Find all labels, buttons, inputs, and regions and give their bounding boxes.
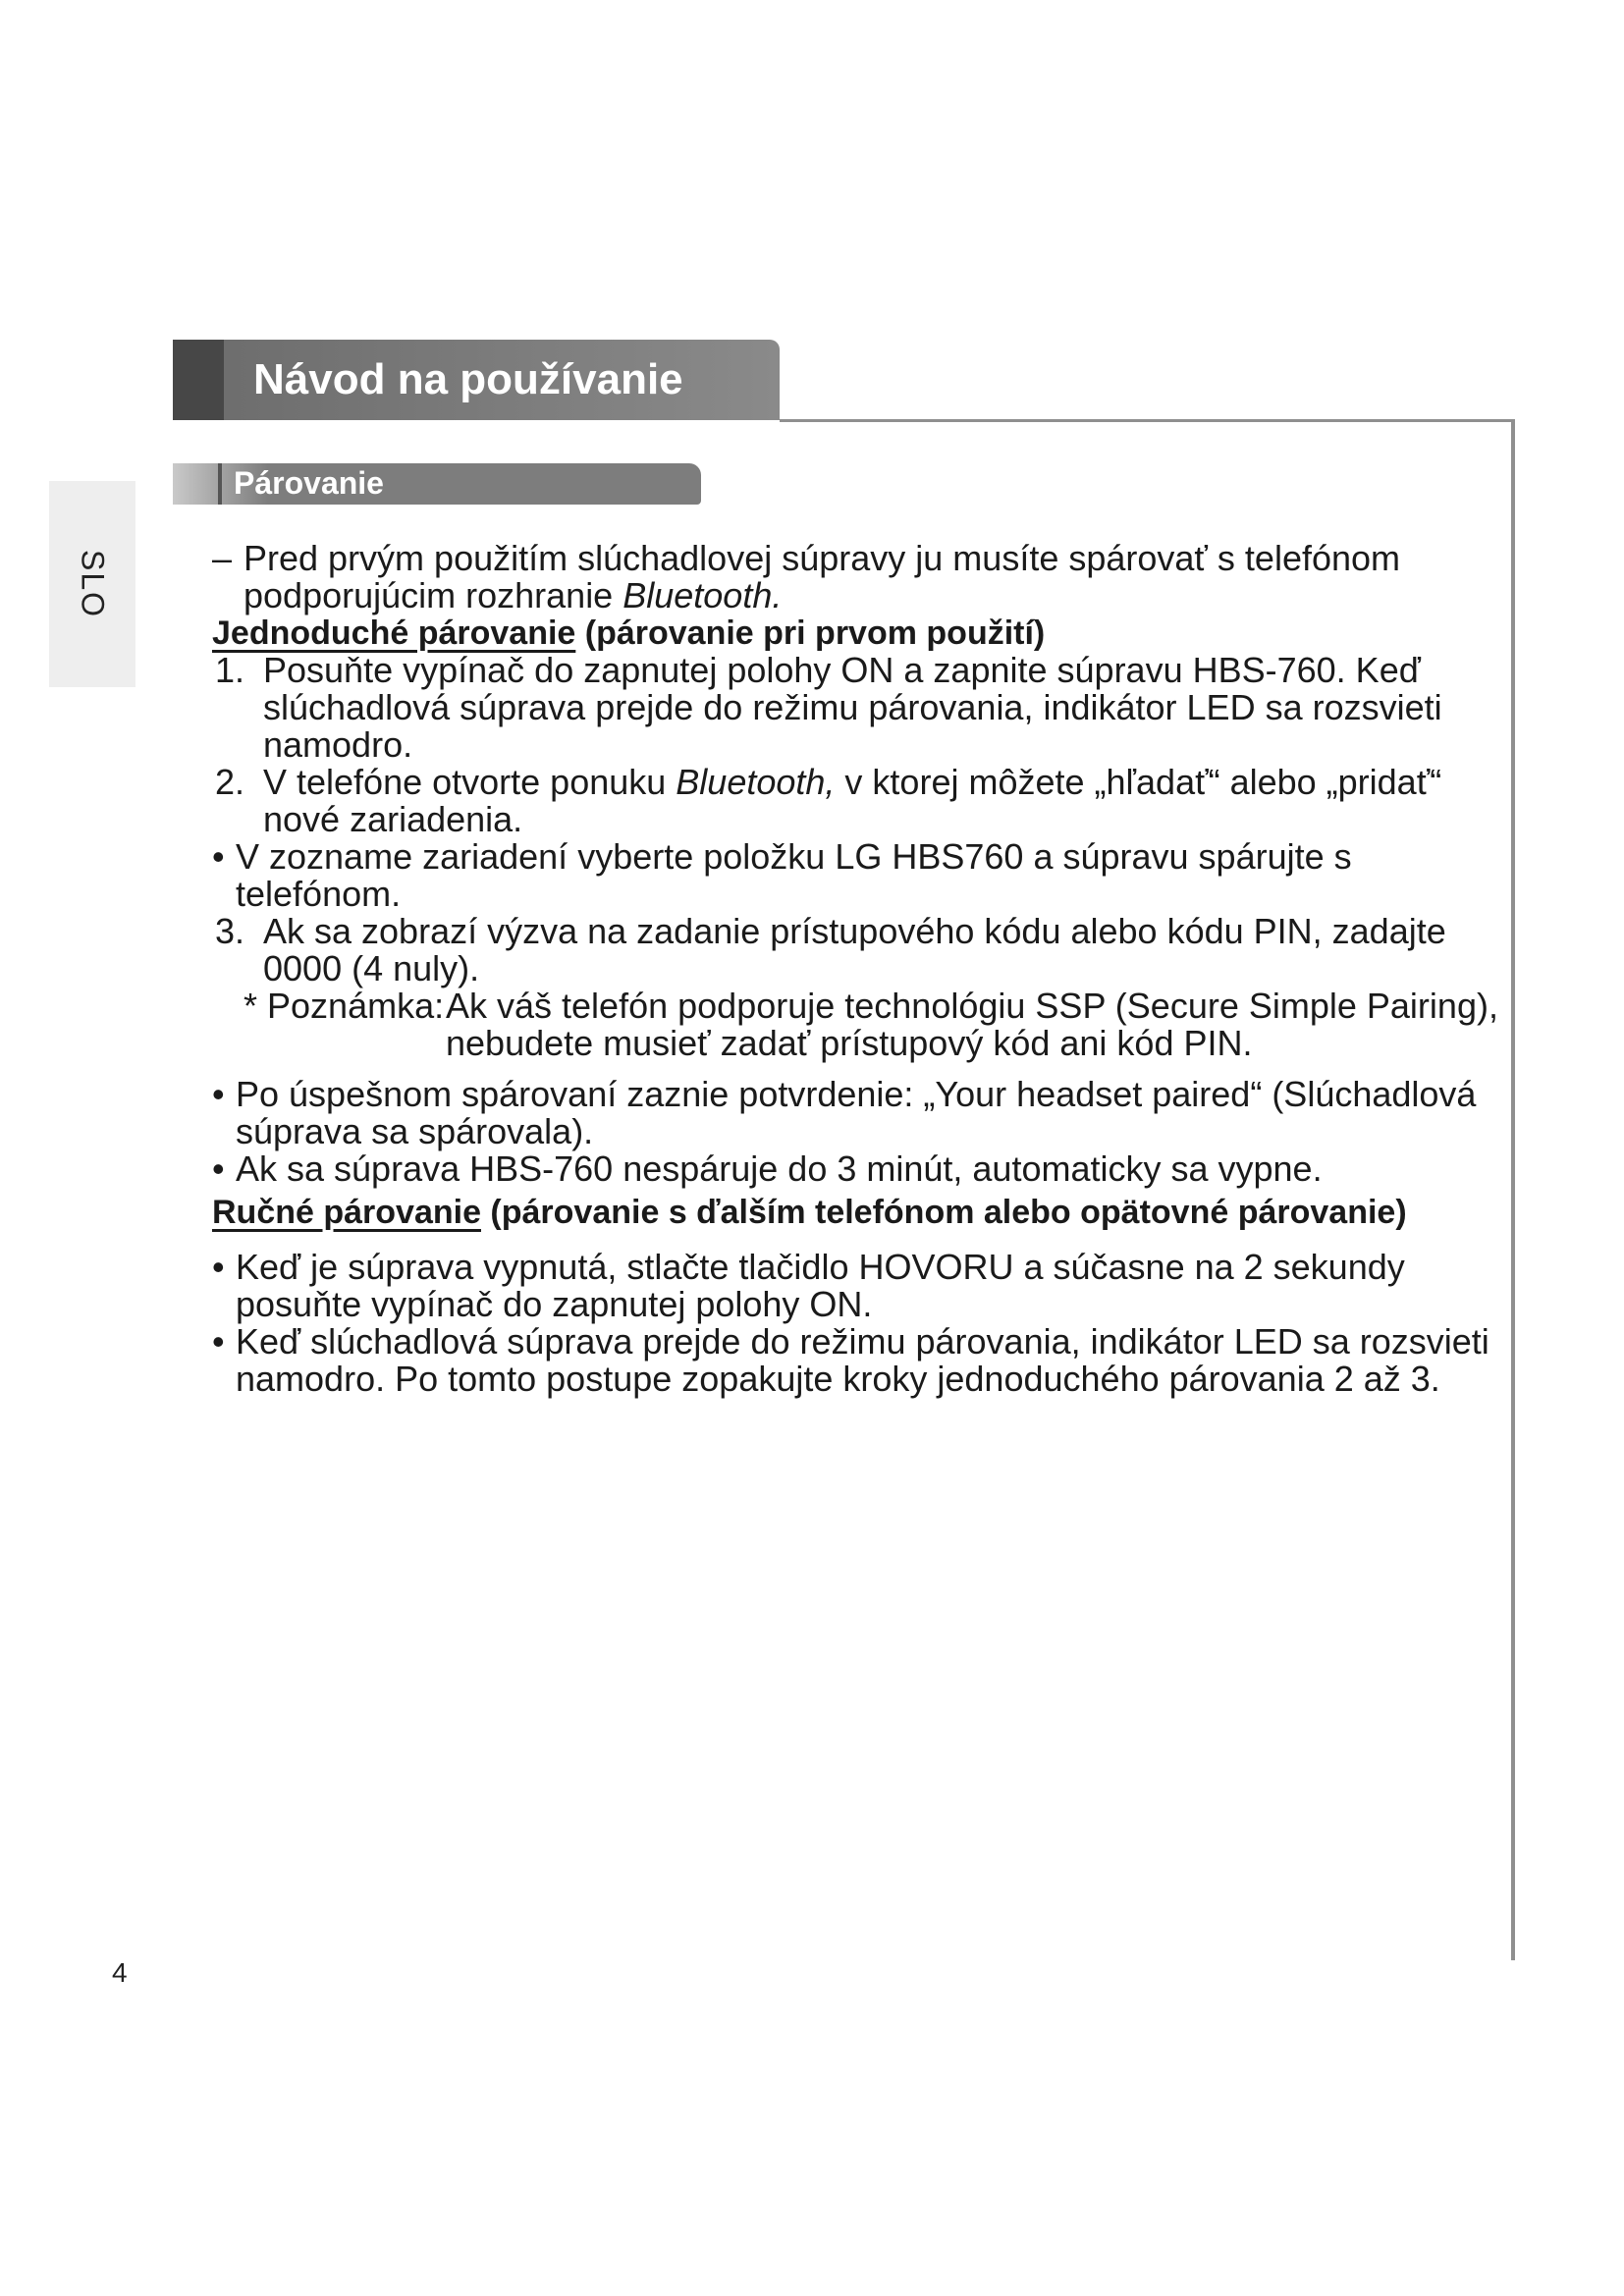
manual-bullet-1-text: Keď je súprava vypnutá, stlačte tlačidlo HOVORU a súčasne na 2 sekundy posuňte vypínač do zapnutej polohy ON. xyxy=(236,1247,1405,1324)
subsection-accent xyxy=(218,463,222,505)
page-number: 4 xyxy=(112,1957,128,1988)
simple-pairing-heading-underlined: Jednoduché párovanie xyxy=(212,614,576,652)
manual-bullet-2 xyxy=(212,1323,1508,1398)
intro-dash: – xyxy=(212,538,233,578)
simple-bullet-3 xyxy=(212,1150,1508,1188)
step-1-text: Posuňte vypínač do zapnutej polohy ON a zapnite súpravu HBS-760. Keď slúchadlová súprava prejde do režimu párovania, indikátor LED sa rozsvieti namodro. xyxy=(263,650,1442,765)
simple-bullet-2 xyxy=(212,1076,1508,1150)
intro-bluetooth: Bluetooth. xyxy=(623,575,783,615)
frame-top-line xyxy=(780,419,1514,422)
bullet-dot: • xyxy=(212,836,225,877)
step-3-number: 3. xyxy=(215,911,245,951)
note-line-2: nebudete musieť zadať prístupový kód ani kód PIN. xyxy=(446,1023,1253,1063)
main-content xyxy=(212,540,1508,1398)
section-title-bar xyxy=(173,340,780,420)
simple-bullet-1-text: V zozname zariadení vyberte položku LG HBS760 a súpravu spárujte s telefónom. xyxy=(236,836,1352,914)
language-label: SLO xyxy=(75,549,111,619)
manual-pairing-heading-underlined: Ručné párovanie xyxy=(212,1194,481,1231)
subsection-title: Párovanie xyxy=(234,465,384,501)
bullet-dot: • xyxy=(212,1321,225,1362)
note-line-1: Ak váš telefón podporuje technológiu SSP (Secure Simple Pairing), xyxy=(446,986,1498,1026)
subsection-title-bar xyxy=(173,463,701,505)
step-2-text-b: v ktorej môžete „hľadať“ alebo „pridať“ nové zariadenia. xyxy=(263,762,1442,839)
step-2 xyxy=(212,764,1508,838)
simple-pairing-heading xyxy=(212,614,1508,652)
step-2-bluetooth: Bluetooth, xyxy=(676,762,836,802)
note-block xyxy=(244,988,1508,1062)
step-1-number: 1. xyxy=(215,650,245,690)
bullet-dot: • xyxy=(212,1074,225,1114)
step-3 xyxy=(212,913,1508,988)
manual-bullet-1 xyxy=(212,1249,1508,1323)
step-2-text-a: V telefóne otvorte ponuku xyxy=(263,762,677,802)
step-1 xyxy=(212,652,1508,764)
simple-bullet-1 xyxy=(212,838,1508,913)
title-accent-block xyxy=(173,340,224,420)
simple-bullet-3-text: Ak sa súprava HBS-760 nespáruje do 3 minút, automaticky sa vypne. xyxy=(236,1148,1323,1189)
frame-right-line xyxy=(1511,419,1515,1960)
manual-bullet-2-text: Keď slúchadlová súprava prejde do režimu párovania, indikátor LED sa rozsvieti namodro. Po tomto postupe zopakujte kroky jednoduchého párovania 2 až 3. xyxy=(236,1321,1489,1399)
step-2-number: 2. xyxy=(215,762,245,802)
manual-pairing-heading-rest: (párovanie s ďalším telefónom alebo opätovné párovanie) xyxy=(480,1194,1407,1231)
note-label: * Poznámka: xyxy=(244,986,445,1026)
simple-pairing-heading-rest: (párovanie pri prvom použití) xyxy=(575,614,1046,652)
section-title: Návod na používanie xyxy=(253,355,683,403)
intro-text: Pred prvým použitím slúchadlovej súpravy ju musíte spárovať s telefónom podporujúcim rozhranie xyxy=(244,538,1401,615)
manual-pairing-heading xyxy=(212,1194,1508,1231)
step-3-text: Ak sa zobrazí výzva na zadanie prístupového kódu alebo kódu PIN, zadajte 0000 (4 nuly). xyxy=(263,911,1446,988)
simple-bullet-2-text: Po úspešnom spárovaní zaznie potvrdenie: „Your headset paired“ (Slúchadlová súprava sa spárovala). xyxy=(236,1074,1477,1151)
bullet-dot: • xyxy=(212,1148,225,1189)
language-tab xyxy=(49,481,135,687)
intro-paragraph xyxy=(212,540,1508,614)
bullet-dot: • xyxy=(212,1247,225,1287)
